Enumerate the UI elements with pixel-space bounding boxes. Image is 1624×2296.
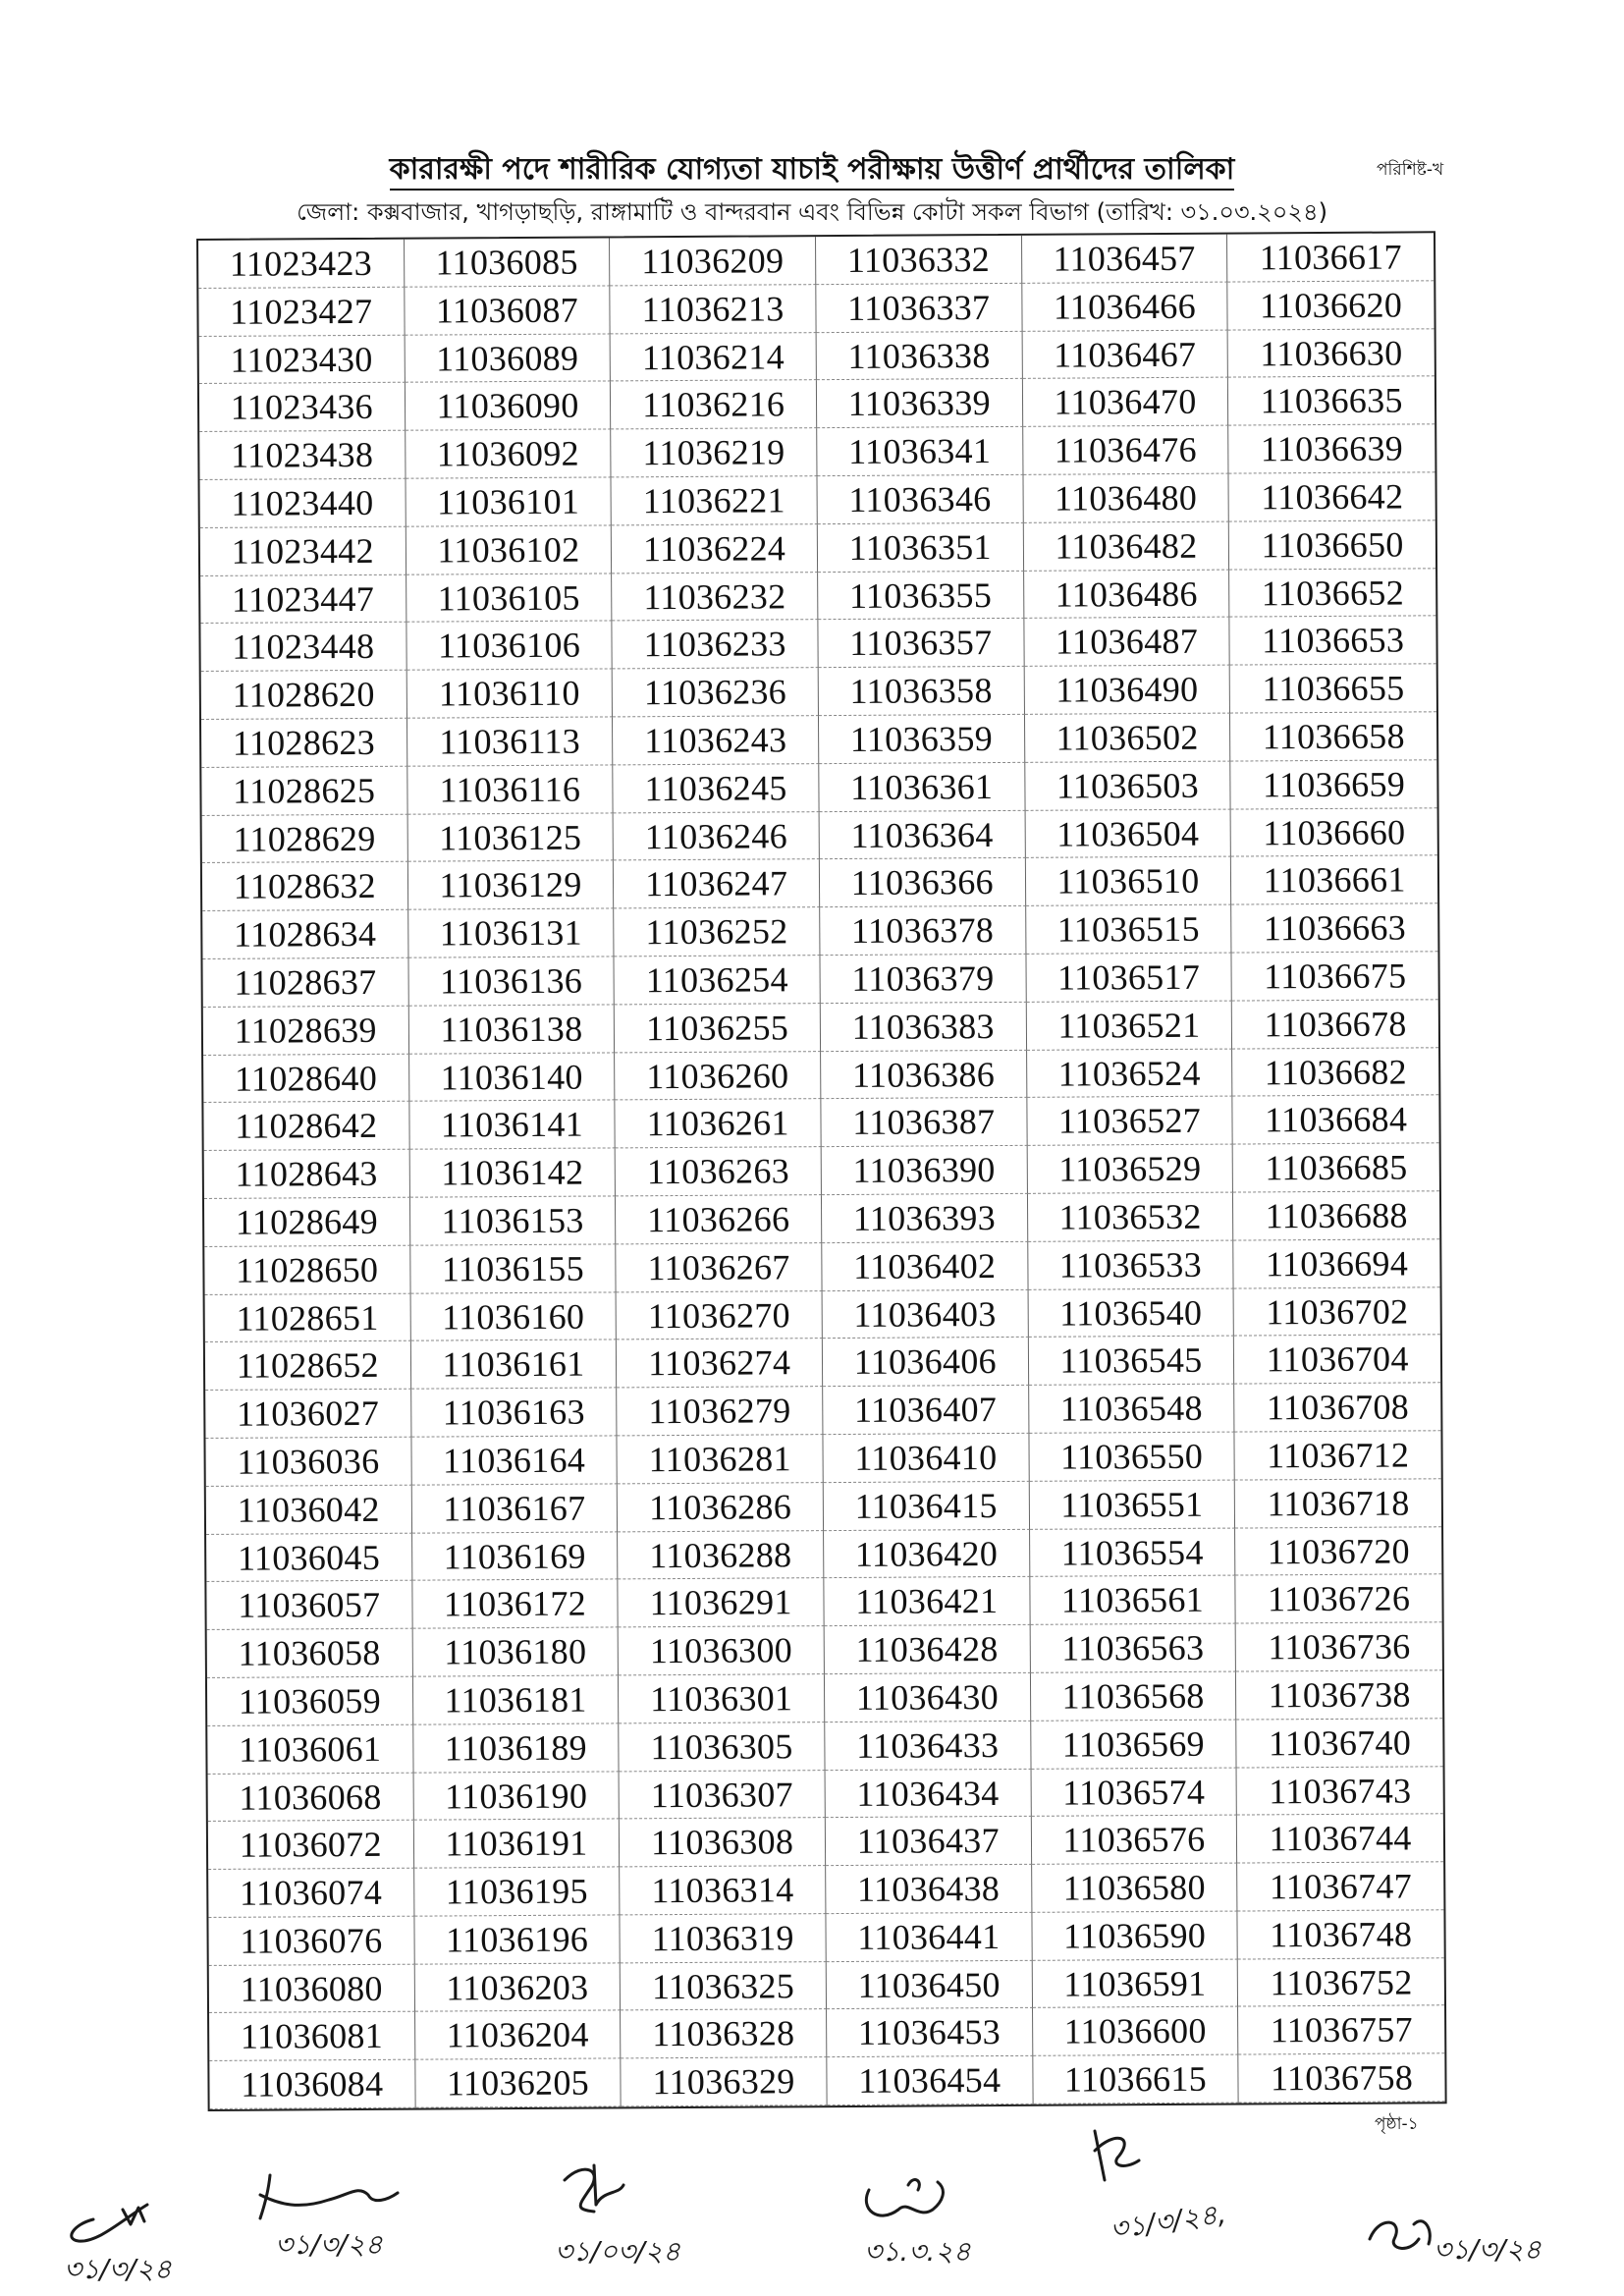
roll-number-cell: 11036058: [207, 1629, 413, 1678]
roll-number-cell: 11023438: [199, 431, 406, 480]
roll-number-cell: 11036527: [1027, 1097, 1233, 1146]
signature-5: [1080, 2111, 1286, 2249]
roll-number-cell: 11023440: [200, 479, 406, 528]
roll-number-cell: 11036678: [1232, 1000, 1438, 1049]
roll-number-cell: 11028639: [203, 1006, 409, 1055]
roll-number-cell: 11036361: [819, 763, 1025, 812]
roll-number-cell: 11036189: [413, 1723, 620, 1773]
roll-number-cell: 11036236: [613, 668, 819, 717]
annex-label: পরিশিষ্ট-খ: [1377, 160, 1444, 180]
roll-number-cell: 11036266: [616, 1195, 822, 1244]
roll-number-cell: 11023447: [200, 574, 406, 624]
roll-number-cell: 11036642: [1229, 472, 1435, 521]
roll-number-cell: 11036125: [407, 813, 614, 862]
roll-number-cell: 11036684: [1233, 1096, 1439, 1145]
roll-number-cell: 11036305: [620, 1722, 826, 1772]
roll-number-cell: 11028652: [205, 1341, 411, 1391]
roll-number-cell: 11028650: [204, 1245, 410, 1294]
roll-number-cell: 11036379: [820, 955, 1026, 1004]
roll-number-cell: 11036688: [1233, 1191, 1439, 1240]
signature-1: [54, 2180, 260, 2288]
roll-number-cell: 11036045: [206, 1533, 412, 1582]
document-subtitle: জেলা: কক্সবাজার, খাগড়াছড়ি, রাঙ্গামাটি ও বান্দরবান এবং বিভিন্ন কোটা সকল বিভাগ (তারিখ: ৩১.০৩.২০২৪): [297, 198, 1327, 226]
roll-number-cell: 11036027: [205, 1390, 411, 1439]
roll-number-cell: 11036747: [1237, 1862, 1443, 1911]
roll-number-cell: 11028637: [202, 958, 408, 1008]
roll-number-cell: 11036308: [620, 1818, 826, 1867]
roll-number-cell: 11036467: [1022, 330, 1228, 379]
roll-number-cell: 11036685: [1233, 1143, 1439, 1192]
roll-number-cell: 11036116: [407, 765, 614, 814]
roll-number-cell: 11036453: [827, 2008, 1033, 2057]
roll-number-cell: 11036561: [1030, 1576, 1236, 1625]
roll-number-cell: 11036661: [1231, 856, 1437, 905]
roll-number-cell: 11036129: [408, 861, 615, 910]
page-number: পৃষ্ঠা-১: [1375, 2114, 1419, 2134]
roll-number-cell: 11036364: [820, 810, 1026, 859]
roll-number-cell: 11036635: [1228, 377, 1435, 426]
roll-number-cell: 11036630: [1228, 329, 1435, 378]
roll-number-cell: 11036341: [817, 427, 1023, 476]
roll-number-cell: 11036617: [1227, 233, 1434, 282]
roll-number-cell: 11028629: [202, 814, 408, 863]
roll-number-cell: 11036550: [1029, 1432, 1235, 1481]
roll-number-cell: 11036357: [818, 619, 1024, 668]
roll-number-cell: 11028649: [204, 1198, 410, 1247]
roll-number-cell: 11036639: [1229, 424, 1435, 473]
roll-number-cell: 11036286: [618, 1483, 824, 1532]
roll-number-cell: 11036140: [409, 1053, 616, 1102]
roll-number-cell: 11036196: [414, 1915, 621, 1964]
roll-number-cell: 11036274: [617, 1339, 823, 1388]
roll-number-cell: 11036702: [1234, 1287, 1440, 1337]
roll-number-cell: 11036590: [1032, 1911, 1238, 1960]
roll-number-cell: 11036682: [1232, 1048, 1438, 1097]
roll-number-cell: 11036580: [1032, 1864, 1238, 1913]
roll-number-cell: 11036393: [822, 1194, 1028, 1243]
roll-number-cell: 11036712: [1235, 1431, 1441, 1480]
roll-number-cell: 11036339: [817, 379, 1023, 428]
roll-number-cell: 11028640: [203, 1054, 409, 1103]
roll-number-cell: 11036270: [617, 1291, 823, 1340]
roll-number-cell: 11036748: [1238, 1910, 1444, 1959]
roll-number-cell: 11036291: [619, 1578, 825, 1627]
roll-number-cell: 11036569: [1031, 1720, 1237, 1769]
roll-number-cell: 11036482: [1023, 521, 1229, 571]
roll-number-cell: 11036576: [1031, 1816, 1237, 1865]
roll-number-cell: 11036652: [1229, 569, 1435, 618]
roll-number-cell: 11036486: [1024, 570, 1230, 619]
roll-number-cell: 11036036: [205, 1438, 411, 1487]
roll-number-cell: 11036085: [405, 238, 611, 287]
roll-number-cell: 11036191: [414, 1820, 621, 1869]
roll-number-cell: 11036204: [415, 2011, 622, 2060]
roll-number-cell: 11036704: [1234, 1336, 1440, 1385]
roll-number-cell: 11036329: [622, 2057, 828, 2106]
roll-number-cell: 11036521: [1026, 1001, 1232, 1050]
roll-number-cell: 11036510: [1026, 857, 1232, 906]
roll-number-cell: 11036180: [412, 1628, 619, 1677]
roll-number-cell: 11036072: [208, 1821, 414, 1870]
roll-number-cell: 11036600: [1033, 2007, 1239, 2056]
signature-4: [839, 2151, 1016, 2278]
roll-number-cell: 11036074: [208, 1869, 414, 1918]
roll-number-cell: 11036524: [1027, 1049, 1233, 1098]
roll-number-table: [196, 231, 1447, 2111]
roll-number-cell: 11036355: [818, 571, 1024, 620]
roll-number-cell: 11036415: [824, 1482, 1030, 1531]
roll-number-cell: 11036708: [1234, 1383, 1440, 1432]
roll-number-cell: 11036288: [618, 1531, 824, 1580]
roll-number-cell: 11036659: [1231, 760, 1437, 809]
roll-number-cell: 11036247: [614, 859, 820, 908]
roll-number-cell: 11036390: [822, 1146, 1028, 1195]
roll-number-cell: 11036386: [821, 1050, 1027, 1099]
roll-number-cell: 11036515: [1026, 905, 1232, 955]
roll-number-cell: 11023436: [199, 383, 406, 432]
roll-number-cell: 11036406: [823, 1338, 1029, 1387]
roll-number-cell: 11028620: [201, 671, 407, 720]
roll-number-cell: 11036421: [824, 1577, 1030, 1626]
roll-number-cell: 11023442: [200, 526, 406, 575]
roll-number-cell: 11036136: [408, 957, 615, 1006]
roll-number-cell: 11036387: [821, 1098, 1027, 1147]
roll-number-cell: 11036454: [827, 2056, 1033, 2105]
roll-number-cell: 11036307: [620, 1771, 826, 1820]
roll-number-cell: 11036658: [1230, 712, 1436, 761]
roll-number-cell: 11036214: [611, 333, 817, 382]
roll-number-cell: 11036743: [1237, 1767, 1443, 1816]
roll-number-cell: 11036205: [415, 2059, 622, 2108]
roll-number-cell: 11036209: [610, 237, 816, 286]
roll-number-cell: 11036203: [414, 1963, 621, 2012]
roll-number-cell: 11036663: [1231, 903, 1437, 953]
roll-number-cell: 11036548: [1029, 1385, 1235, 1434]
roll-number-cell: 11036752: [1238, 1958, 1444, 2007]
document-title: কারারক্ষী পদে শারীরিক যোগ্যতা যাচাই পরীক্ষায় উত্তীর্ণ প্রার্থীদের তালিকা: [0, 145, 1624, 195]
roll-number-cell: 11023448: [200, 623, 406, 672]
roll-number-cell: 11036402: [822, 1242, 1028, 1291]
roll-number-cell: 11036089: [405, 334, 611, 383]
roll-number-cell: 11028623: [201, 719, 407, 768]
roll-number-cell: 11036441: [826, 1913, 1032, 1962]
roll-number-cell: 11036254: [615, 956, 821, 1005]
roll-number-cell: 11036430: [825, 1673, 1031, 1722]
roll-number-cell: 11036529: [1027, 1145, 1233, 1194]
roll-number-cell: 11036653: [1230, 617, 1436, 666]
roll-number-cell: 11023430: [199, 335, 406, 384]
roll-number-cell: 11036301: [619, 1674, 825, 1723]
roll-number-cell: 11036068: [208, 1773, 414, 1822]
roll-number-cell: 11036314: [620, 1866, 826, 1915]
roll-number-cell: 11036338: [817, 331, 1023, 380]
roll-number-cell: 11036155: [410, 1244, 617, 1293]
roll-number-cell: 11036466: [1022, 282, 1228, 331]
roll-number-cell: 11036351: [818, 523, 1024, 573]
roll-number-cell: 11036279: [617, 1387, 823, 1436]
roll-number-cell: 11036407: [823, 1386, 1029, 1435]
roll-number-cell: 11036325: [621, 1962, 827, 2011]
roll-number-cell: 11036106: [406, 622, 613, 671]
svg-text:৩১/৩/২৪: ৩১/৩/২৪: [1434, 2233, 1542, 2266]
roll-number-cell: 11036267: [617, 1243, 823, 1292]
roll-number-cell: 11036346: [817, 475, 1023, 524]
roll-number-cell: 11036545: [1029, 1337, 1235, 1386]
roll-number-cell: 11036061: [207, 1724, 413, 1774]
signature-6: [1360, 2185, 1576, 2283]
roll-number-cell: 11028625: [201, 766, 407, 815]
roll-number-cell: 11036153: [410, 1196, 617, 1245]
roll-number-cell: 11036281: [618, 1435, 824, 1484]
roll-number-cell: 11036332: [816, 236, 1022, 285]
roll-number-cell: 11036694: [1234, 1239, 1440, 1288]
roll-number-cell: 11028643: [204, 1150, 410, 1199]
roll-number-cell: 11036540: [1028, 1288, 1234, 1338]
roll-number-cell: 11036102: [406, 525, 612, 574]
roll-number-cell: 11036403: [823, 1289, 1029, 1339]
roll-number-cell: 11036660: [1231, 808, 1437, 857]
roll-number-cell: 11036434: [826, 1769, 1032, 1818]
roll-number-cell: 11036675: [1232, 952, 1438, 1001]
roll-number-cell: 11036319: [621, 1914, 827, 1963]
svg-text:৩১/৩/২৪,: ৩১/৩/২৪,: [1108, 2197, 1228, 2246]
roll-number-cell: 11036131: [408, 909, 615, 958]
roll-number-cell: 11036110: [406, 670, 613, 719]
svg-text:৩১/৩/২৪: ৩১/৩/২৪: [275, 2228, 383, 2261]
roll-number-cell: 11036358: [819, 667, 1025, 716]
roll-number-cell: 11036480: [1023, 474, 1229, 523]
roll-number-cell: 11036057: [206, 1581, 412, 1630]
roll-number-cell: 11028651: [205, 1293, 411, 1342]
roll-number-cell: 11036216: [611, 381, 817, 430]
roll-number-cell: 11036563: [1030, 1624, 1236, 1673]
roll-number-cell: 11036141: [409, 1101, 616, 1150]
roll-number-cell: 11036161: [411, 1340, 618, 1390]
roll-number-cell: 11036232: [612, 573, 818, 622]
roll-number-cell: 11036181: [413, 1675, 620, 1724]
roll-number-cell: 11036195: [414, 1867, 621, 1916]
roll-number-cell: 11036554: [1030, 1528, 1236, 1577]
roll-number-cell: 11036517: [1026, 954, 1232, 1003]
svg-text:৩১/০৩/২৪: ৩১/০৩/২৪: [555, 2235, 681, 2268]
roll-number-cell: 11036245: [614, 764, 820, 813]
roll-number-cell: 11036042: [206, 1485, 412, 1534]
roll-number-cell: 11036383: [821, 1003, 1027, 1052]
roll-number-cell: 11036568: [1031, 1671, 1237, 1721]
roll-number-cell: 11036736: [1236, 1622, 1442, 1671]
roll-number-cell: 11036255: [615, 1004, 821, 1053]
roll-number-cell: 11036744: [1237, 1815, 1443, 1864]
svg-text:৩১/৩/২৪: ৩১/৩/২৪: [64, 2253, 172, 2285]
roll-number-cell: 11036261: [616, 1099, 822, 1148]
roll-number-cell: 11036720: [1235, 1527, 1441, 1576]
roll-number-cell: 11036213: [611, 285, 817, 334]
roll-number-cell: 11036224: [612, 524, 818, 574]
roll-number-cell: 11036328: [621, 2010, 827, 2059]
roll-number-cell: 11036243: [613, 716, 819, 765]
roll-number-cell: 11036163: [411, 1389, 618, 1438]
roll-number-cell: 11036366: [820, 858, 1026, 907]
roll-number-cell: 11036378: [820, 906, 1026, 956]
roll-number-cell: 11036090: [406, 382, 612, 431]
roll-number-cell: 11036142: [409, 1149, 616, 1198]
roll-number-cell: 11036726: [1236, 1575, 1442, 1624]
roll-number-cell: 11036533: [1028, 1240, 1234, 1289]
roll-number-cell: 11036246: [614, 812, 820, 861]
roll-number-cell: 11023423: [198, 240, 405, 289]
roll-number-cell: 11036084: [209, 2060, 415, 2109]
roll-number-cell: 11036437: [826, 1817, 1032, 1866]
roll-number-cell: 11036160: [410, 1292, 617, 1341]
roll-number-cell: 11036260: [615, 1052, 821, 1101]
svg-text:৩১.৩.২৪: ৩১.৩.২৪: [864, 2235, 971, 2268]
roll-number-cell: 11036410: [823, 1434, 1029, 1483]
signature-2: [241, 2156, 427, 2273]
roll-number-cell: 11036502: [1025, 714, 1231, 763]
signature-3: [535, 2151, 712, 2278]
roll-number-cell: 11036105: [406, 574, 613, 623]
roll-number-cell: 11036263: [616, 1147, 822, 1196]
roll-number-cell: 11036504: [1025, 809, 1231, 858]
roll-number-cell: 11036076: [208, 1917, 414, 1966]
roll-number-cell: 11036758: [1239, 2054, 1445, 2104]
roll-number-cell: 11036300: [619, 1626, 825, 1675]
roll-number-cell: 11036190: [413, 1772, 620, 1821]
roll-number-cell: 11036740: [1237, 1719, 1443, 1768]
roll-number-cell: 11036574: [1031, 1768, 1237, 1817]
roll-number-cell: 11036167: [411, 1484, 618, 1533]
roll-number-cell: 11036650: [1229, 520, 1435, 570]
roll-number-cell: 11036428: [825, 1625, 1031, 1674]
roll-number-cell: 11036738: [1236, 1670, 1442, 1720]
roll-number-cell: 11036113: [407, 717, 614, 766]
roll-number-cell: 11036551: [1029, 1480, 1235, 1529]
roll-number-cell: 11036138: [408, 1005, 615, 1054]
roll-number-cell: 11036172: [412, 1580, 619, 1629]
roll-number-cell: 11036438: [826, 1865, 1032, 1914]
roll-number-cell: 11028634: [202, 910, 408, 959]
roll-number-cell: 11036470: [1023, 378, 1229, 427]
roll-number-cell: 11036757: [1238, 2006, 1444, 2055]
roll-number-cell: 11036169: [412, 1532, 619, 1581]
roll-number-cell: 11028642: [203, 1102, 409, 1151]
roll-number-cell: 11036221: [612, 476, 818, 525]
roll-number-cell: 11036476: [1023, 426, 1229, 475]
roll-number-cell: 11036615: [1033, 2055, 1239, 2105]
roll-number-cell: 11036457: [1022, 235, 1228, 284]
roll-number-cell: 11036532: [1028, 1193, 1234, 1242]
roll-number-cell: 11036233: [613, 621, 819, 670]
roll-number-cell: 11036450: [827, 1961, 1033, 2010]
roll-number-cell: 11036337: [816, 284, 1022, 333]
roll-number-cell: 11036164: [411, 1436, 618, 1485]
roll-number-cell: 11036433: [825, 1722, 1031, 1771]
roll-number-cell: 11036718: [1235, 1479, 1441, 1528]
roll-number-cell: 11036591: [1032, 1959, 1238, 2008]
roll-number-cell: 11036655: [1230, 664, 1436, 713]
roll-number-cell: 11036252: [615, 907, 821, 957]
roll-number-cell: 11036620: [1228, 281, 1435, 330]
roll-number-cell: 11036087: [405, 286, 611, 335]
roll-number-cell: 11036080: [209, 1964, 415, 2013]
roll-number-cell: 11036059: [207, 1677, 413, 1726]
roll-number-cell: 11036359: [819, 715, 1025, 764]
roll-number-cell: 11036503: [1025, 761, 1231, 810]
roll-number-cell: 11036101: [406, 477, 612, 526]
roll-number-cell: 11023427: [198, 288, 405, 337]
roll-number-cell: 11036081: [209, 2012, 415, 2061]
roll-number-cell: 11036487: [1024, 618, 1230, 667]
roll-number-cell: 11036420: [824, 1529, 1030, 1578]
roll-number-cell: 11028632: [202, 862, 408, 911]
roll-number-cell: 11036490: [1024, 666, 1230, 715]
roll-number-cell: 11036092: [406, 430, 612, 479]
roll-number-cell: 11036219: [612, 428, 818, 477]
